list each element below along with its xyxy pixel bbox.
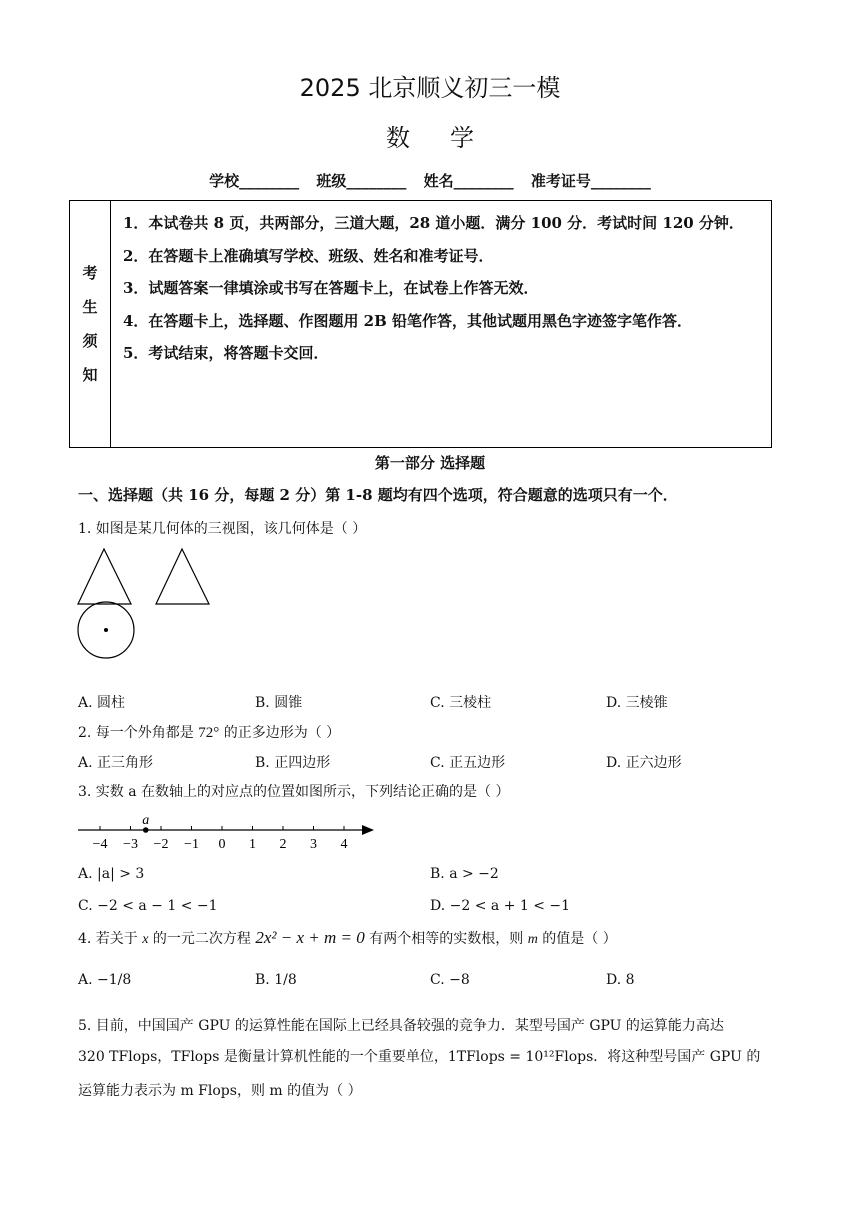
number-line-tick-label: 0: [218, 837, 226, 852]
question-1-stem: 1. 如图是某几何体的三视图，该几何体是（ ）: [78, 521, 367, 537]
q4-option-a: A. −1/8: [78, 972, 132, 988]
page-title: 2025 北京顺义初三一模: [299, 74, 561, 102]
notice-item: 3．试题答案一律填涂或书写在答题卡上，在试卷上作答无效．: [123, 279, 539, 297]
q2-option-a: A. 正三角形: [78, 755, 154, 771]
field-exam-id: 准考证号________: [530, 172, 651, 190]
number-line-tick-label: −1: [184, 837, 199, 852]
number-line-tick-label: −4: [92, 837, 108, 852]
number-line-tick-label: 1: [249, 837, 256, 852]
q1-option-d: D. 三棱锥: [606, 695, 668, 711]
three-view-figure: [74, 546, 219, 660]
question-5-line-3: 运算能力表示为 m Flops，则 m 的值为（ ）: [78, 1083, 362, 1099]
field-name: 姓名________: [423, 172, 514, 190]
point-a-label: a: [142, 813, 150, 828]
question-4-stem: 4. 若关于 x 的一元二次方程 2x² − x + m = 0 有两个相等的实数根，则 m 的值是（ ）: [78, 928, 617, 947]
front-view-triangle: [78, 549, 131, 604]
q1-option-c: C. 三棱柱: [430, 695, 492, 711]
question-5-line-1: 5. 目前，中国国产 GPU 的运算性能在国际上已经具备较强的竞争力．某型号国产 GPU 的运算能力高达: [78, 1018, 724, 1034]
q3-option-d: D. −2 < a + 1 < −1: [430, 898, 571, 914]
q4-option-c: C. −8: [430, 972, 470, 988]
notice-heading-char: 生: [82, 298, 98, 316]
number-line: [74, 810, 379, 856]
notice-heading: [70, 201, 111, 447]
side-view-triangle: [156, 549, 209, 604]
q1-option-b: B. 圆锥: [255, 695, 303, 711]
q2-option-c: C. 正五边形: [430, 755, 506, 771]
notice-items: [111, 201, 771, 447]
notice-item: 5．考试结束，将答题卡交回．: [123, 344, 329, 362]
section-title: 一、选择题（共 16 分，每题 2 分）第 1-8 题均有四个选项，符合题意的选项只有一个．: [78, 486, 678, 504]
q4-option-b: B. 1/8: [255, 972, 297, 988]
question-5-line-2: 320 TFlops，TFlops 是衡量计算机性能的一个重要单位，1TFlops = 10¹²Flops．将这种型号国产 GPU 的: [78, 1049, 761, 1065]
q1-option-a: A. 圆柱: [78, 695, 126, 711]
q3-option-c: C. −2 < a − 1 < −1: [78, 898, 218, 914]
notice-heading-char: 考: [82, 264, 98, 282]
q3-option-a: A. |a| > 3: [78, 866, 145, 882]
notice-heading-char: 知: [82, 366, 98, 384]
number-line-tick-label: 4: [340, 837, 348, 852]
top-view-center-dot: [104, 628, 108, 632]
notice-item: 4．在答题卡上，选择题、作图题用 2B 铅笔作答，其他试题用黑色字迹签字笔作答．: [123, 311, 693, 330]
notice-item: 2．在答题卡上准确填写学校、班级、姓名和准考证号．: [123, 246, 494, 265]
field-class: 班级________: [316, 172, 407, 190]
number-line-arrow: [362, 825, 374, 835]
number-line-tick-label: 2: [279, 837, 287, 852]
info-fields: [0, 170, 860, 191]
q3-option-b: B. a > −2: [430, 866, 499, 882]
part-title: 第一部分 选择题: [374, 454, 486, 472]
question-3-stem: 3. 实数 a 在数轴上的对应点的位置如图所示，下列结论正确的是（ ）: [78, 784, 510, 800]
q2-option-b: B. 正四边形: [255, 755, 331, 771]
number-line-tick-label: 3: [310, 837, 317, 852]
subject-title: 数学: [386, 124, 514, 152]
number-line-tick-label: −2: [153, 837, 169, 852]
notice-heading-char: 须: [82, 332, 98, 350]
notice-box: [69, 200, 772, 448]
q4-option-d: D. 8: [606, 972, 635, 988]
notice-item: 1．本试卷共 8 页，共两部分，三道大题，28 道小题．满分 100 分．考试时间 120 分钟．: [123, 214, 744, 232]
field-school: 学校________: [209, 172, 300, 190]
question-2-stem: 2. 每一个外角都是 72° 的正多边形为（ ）: [78, 725, 341, 741]
point-a: [143, 827, 149, 833]
number-line-tick-label: −3: [123, 837, 138, 852]
q2-option-d: D. 正六边形: [606, 755, 682, 771]
